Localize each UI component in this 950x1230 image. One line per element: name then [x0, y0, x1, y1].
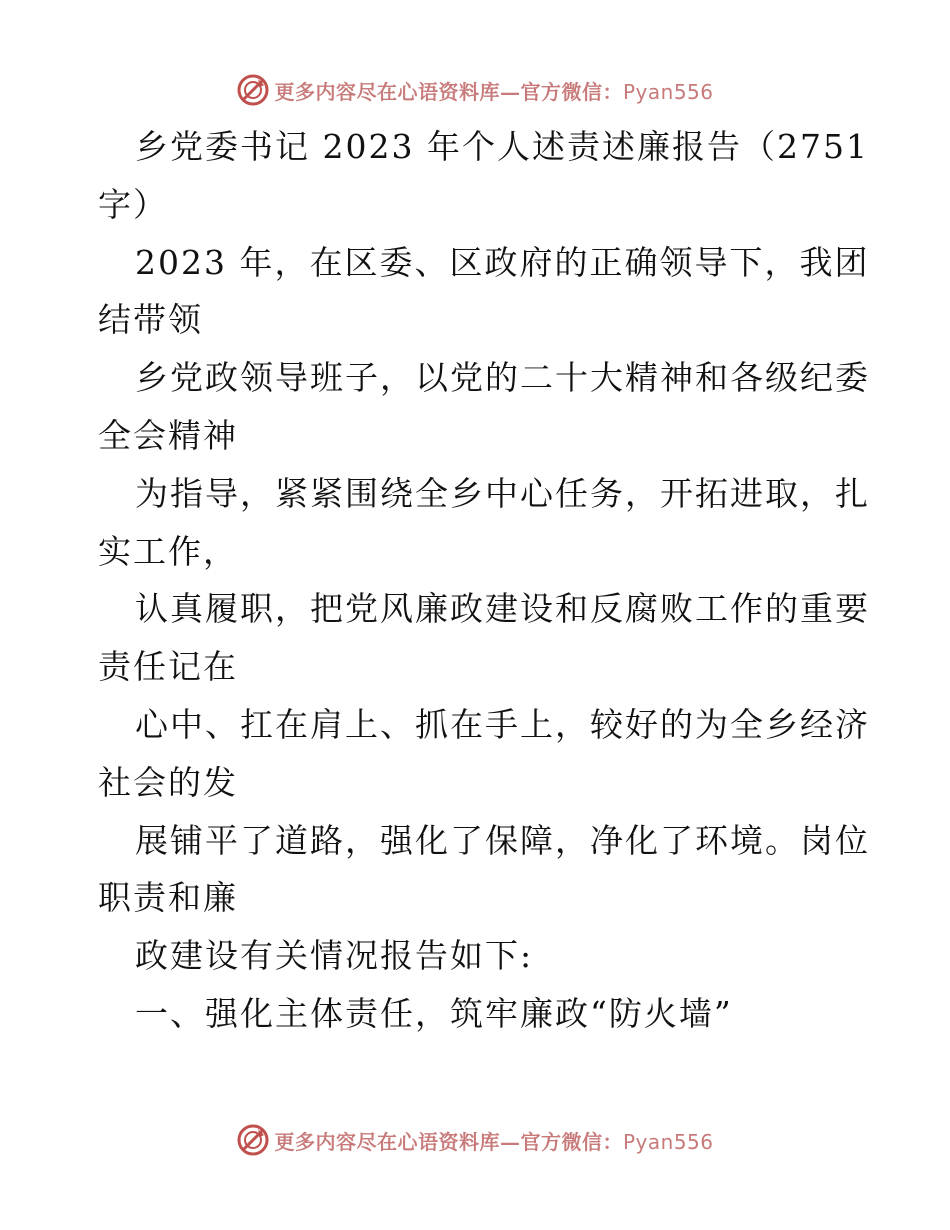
doc-paragraph-line: 认真履职，把党风廉政建设和反腐败工作的重要: [135, 589, 870, 629]
doc-paragraph-line: 乡党政领导班子，以党的二十大精神和各级纪委: [135, 358, 870, 398]
footer-banner: [0, 1120, 950, 1160]
doc-paragraph-line: 职责和廉: [98, 878, 238, 918]
doc-paragraph-line: 责任记在: [98, 647, 238, 687]
doc-paragraph-line: 心中、扛在肩上、抓在手上，较好的为全乡经济: [135, 704, 870, 744]
doc-paragraph-line: 2023 年，在区委、区政府的正确领导下，我团: [135, 242, 870, 282]
logo-icon: [236, 1123, 270, 1157]
doc-paragraph-line: 为指导，紧紧围绕全乡中心任务，开拓进取，扎: [135, 473, 870, 513]
doc-paragraph-line: 展铺平了道路，强化了保障，净化了环境。岗位: [135, 820, 870, 860]
doc-paragraph-line: 实工作，: [98, 531, 238, 571]
doc-paragraph-line: 结带领: [98, 300, 203, 340]
document-body: [98, 118, 870, 1043]
header-contact: Pyan556: [622, 79, 714, 104]
footer-site-text: 更多内容尽在心语资料库—官方微信：: [274, 1129, 623, 1154]
doc-paragraph-line: 全会精神: [98, 415, 238, 455]
doc-paragraph-line: 政建设有关情况报告如下:: [135, 936, 534, 976]
section-heading: 一、强化主体责任，筑牢廉政“防火墙”: [135, 993, 733, 1033]
footer-contact: Pyan556: [622, 1129, 714, 1154]
header-banner: [0, 70, 950, 110]
header-site-text: 更多内容尽在心语资料库—官方微信：: [274, 79, 623, 104]
logo-icon: [236, 73, 270, 107]
doc-title-line-1: 乡党委书记 2023 年个人述责述廉报告（2751: [135, 127, 869, 166]
header-banner-text: [274, 76, 713, 105]
footer-banner-text: [274, 1126, 713, 1155]
doc-title-line-2: 字）: [98, 184, 168, 224]
doc-paragraph-line: 社会的发: [98, 762, 238, 802]
